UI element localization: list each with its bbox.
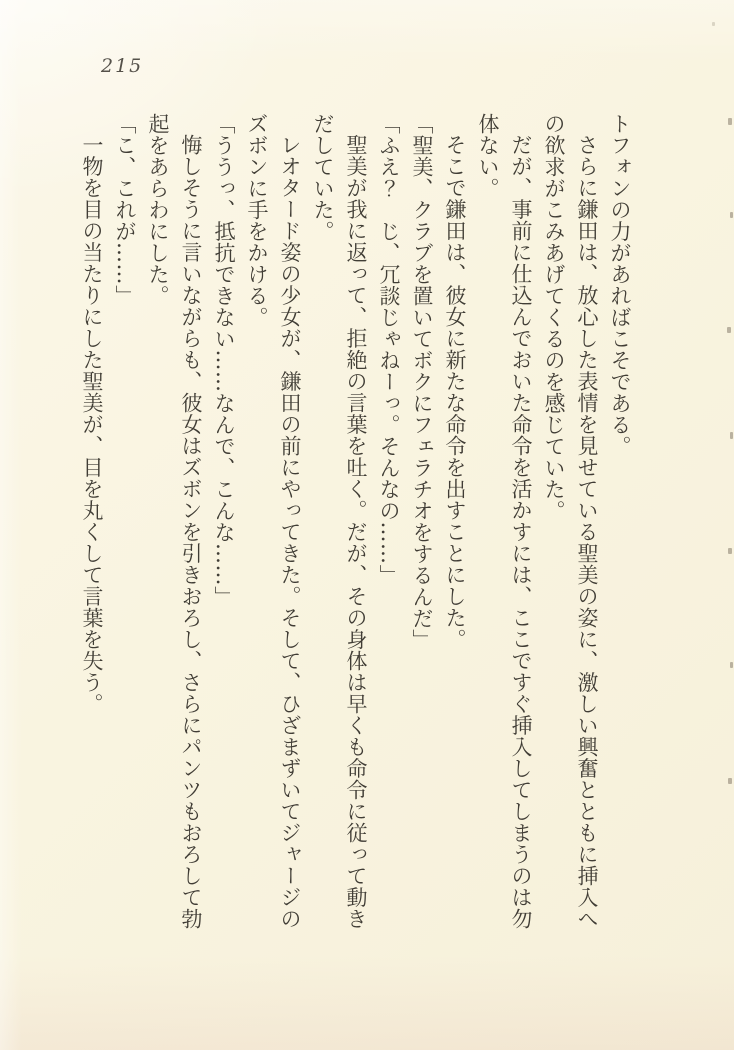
- paragraph: 悔しそうに言いながらも、彼女はズボンを引きおろし、さらにパンツもおろして勃起をあらわにした。: [146, 113, 203, 930]
- scan-artifact: [727, 327, 731, 333]
- paragraph: レオタード姿の少女が、鎌田の前にやってきた。そして、ひざまずいてジャージのズボンに手をかける。: [245, 113, 302, 930]
- paragraph: 「ううっ、抵抗できない……なんで、こんな……」: [212, 113, 236, 608]
- scan-artifact: [728, 548, 732, 554]
- paragraph: 聖美が我に返って、拒絶の言葉を吐く。だが、その身体は早くも命令に従って動きだしていた。: [311, 113, 368, 930]
- paragraph: トフォンの力があればこそである。: [608, 113, 632, 457]
- paragraph: だが、事前に仕込んでおいた命令を活かすには、ここですぐ挿入してしまうのは勿体ない。: [476, 113, 533, 930]
- scan-artifact: [728, 778, 732, 784]
- text-block: [75, 113, 636, 937]
- paragraph: 「こ、これが……」: [113, 113, 137, 307]
- scan-artifact: [730, 432, 733, 439]
- paragraph: 一物を目の当たりにした聖美が、目を丸くして言葉を失う。: [80, 134, 104, 715]
- paragraph: そこで鎌田は、彼女に新たな命令を出すことにした。: [443, 134, 467, 650]
- page-number: 215: [101, 55, 144, 77]
- scan-artifact: [728, 118, 732, 125]
- scan-artifact: [712, 22, 715, 26]
- paragraph: 「聖美、クラブを置いてボクにフェラチオをするんだ」: [410, 113, 434, 651]
- scan-artifact: [730, 212, 733, 218]
- paragraph: 「ふえ？ じ、冗談じゃねーっ。そんなの……」: [377, 113, 401, 586]
- paragraph: さらに鎌田は、放心した表情を見せている聖美の姿に、激しい興奮とともに挿入への欲求がこみあげてくるのを感じていた。: [542, 113, 599, 930]
- scan-artifact: [730, 662, 733, 668]
